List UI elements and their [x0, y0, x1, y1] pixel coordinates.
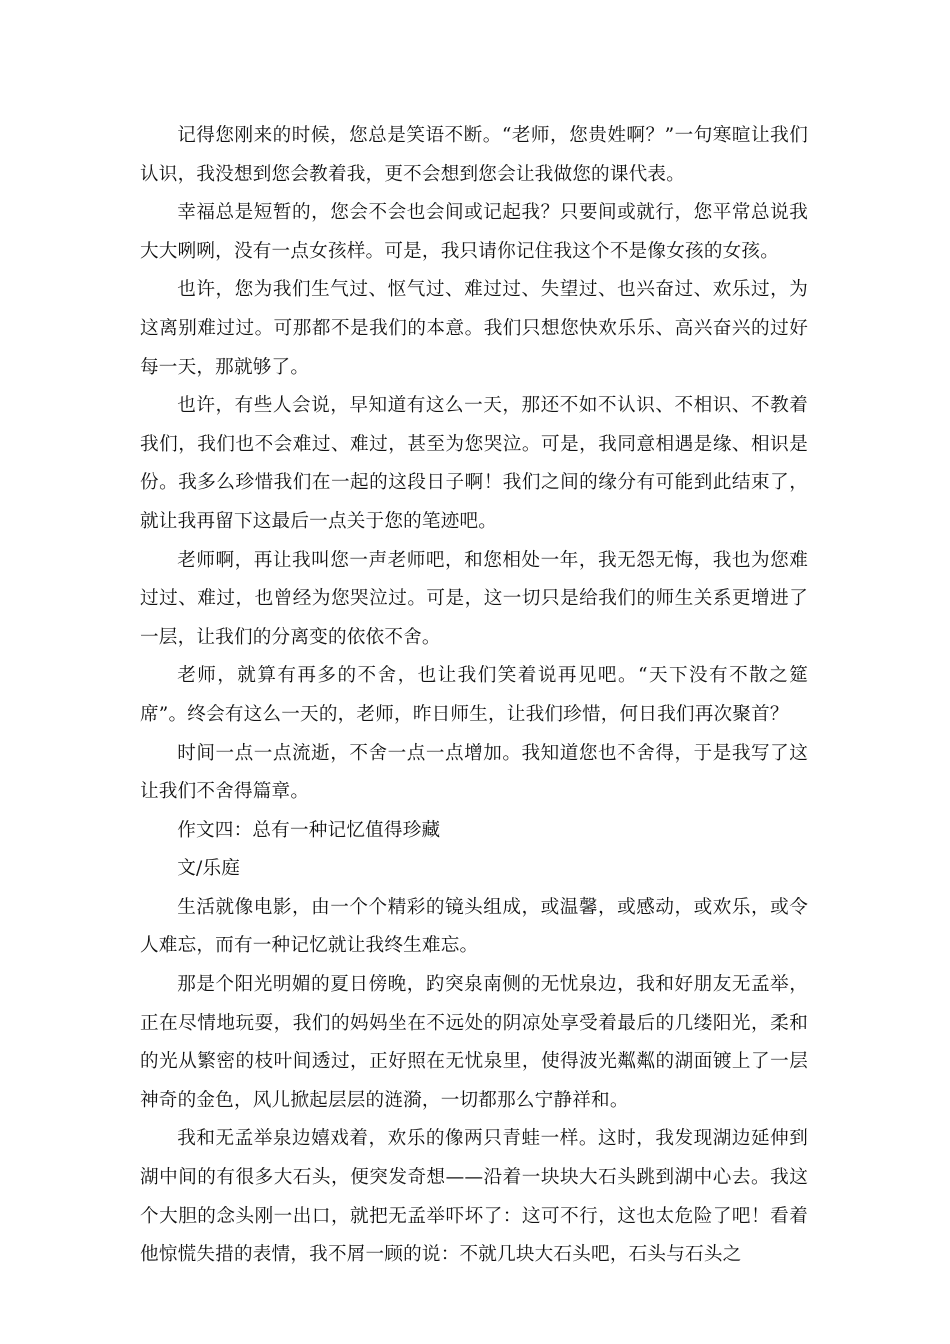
paragraph: 幸福总是短暂的，您会不会也会间或记起我？只要间或就行，您平常总说我大大咧咧，没有一点女孩样。可是，我只请你记住我这个不是像女孩的女孩。 — [140, 202, 808, 262]
essay-title: 作文四：总有一种记忆值得珍藏 — [177, 819, 441, 841]
paragraph: 老师啊，再让我叫您一声老师吧，和您相处一年，我无怨无悔，我也为您难过过、难过，也曾经为您哭泣过。可是，这一切只是给我们的师生关系更增进了一层，让我们的分离变的依依不舍。 — [140, 549, 808, 648]
paragraph: 时间一点一点流逝，不舍一点一点增加。我知道您也不舍得，于是我写了这让我们不舍得篇章。 — [140, 742, 808, 803]
essay-author: 文/乐庭 — [177, 858, 241, 880]
document-body — [140, 117, 808, 1275]
paragraph: 我和无孟举泉边嬉戏着，欢乐的像两只青蛙一样。这时，我发现湖边延伸到湖中间的有很多大石头，便突发奇想——沿着一块块大石头跳到湖中心去。我这个大胆的念头刚一出口，就把无孟举吓坏了：这可不行，这也太危险了吧！看着他惊慌失措的表情，我不屑一顾的说：不就几块大石头吧，石头与石头之 — [140, 1128, 808, 1266]
paragraph: 记得您刚来的时候，您总是笑语不断。“老师，您贵姓啊？”一句寒暄让我们认识，我没想到您会教着我，更不会想到您会让我做您的课代表。 — [140, 125, 808, 185]
paragraph: 也许，您为我们生气过、怄气过、难过过、失望过、也兴奋过、欢乐过，为这离别难过过。可那都不是我们的本意。我们只想您快欢乐乐、高兴奋兴的过好每一天，那就够了。 — [140, 279, 808, 378]
paragraph: 老师，就算有再多的不舍，也让我们笑着说再见吧。“天下没有不散之筵席”。终会有这么一天的，老师，昨日师生，让我们珍惜，何日我们再次聚首？ — [140, 665, 808, 725]
paragraph: 生活就像电影，由一个个精彩的镜头组成，或温馨，或感动，或欢乐，或令人难忘，而有一种记忆就让我终生难忘。 — [140, 896, 808, 957]
paragraph: 也许，有些人会说，早知道有这么一天，那还不如不认识、不相识、不教着我们，我们也不会难过、难过，甚至为您哭泣。可是，我同意相遇是缘、相识是份。我多么珍惜我们在一起的这段日子啊！我们之间的缘分有可能到此结束了，就让我再留下这最后一点关于您的笔迹吧。 — [140, 395, 808, 532]
paragraph: 那是个阳光明媚的夏日傍晚，趵突泉南侧的无忧泉边，我和好朋友无孟举，正在尽情地玩耍，我们的妈妈坐在不远处的阴凉处享受着最后的几缕阳光，柔和的光从繁密的枝叶间透过，正好照在无忧泉里，使得波光粼粼的湖面镀上了一层神奇的金色，风儿掀起层层的涟漪，一切都那么宁静祥和。 — [140, 974, 808, 1111]
